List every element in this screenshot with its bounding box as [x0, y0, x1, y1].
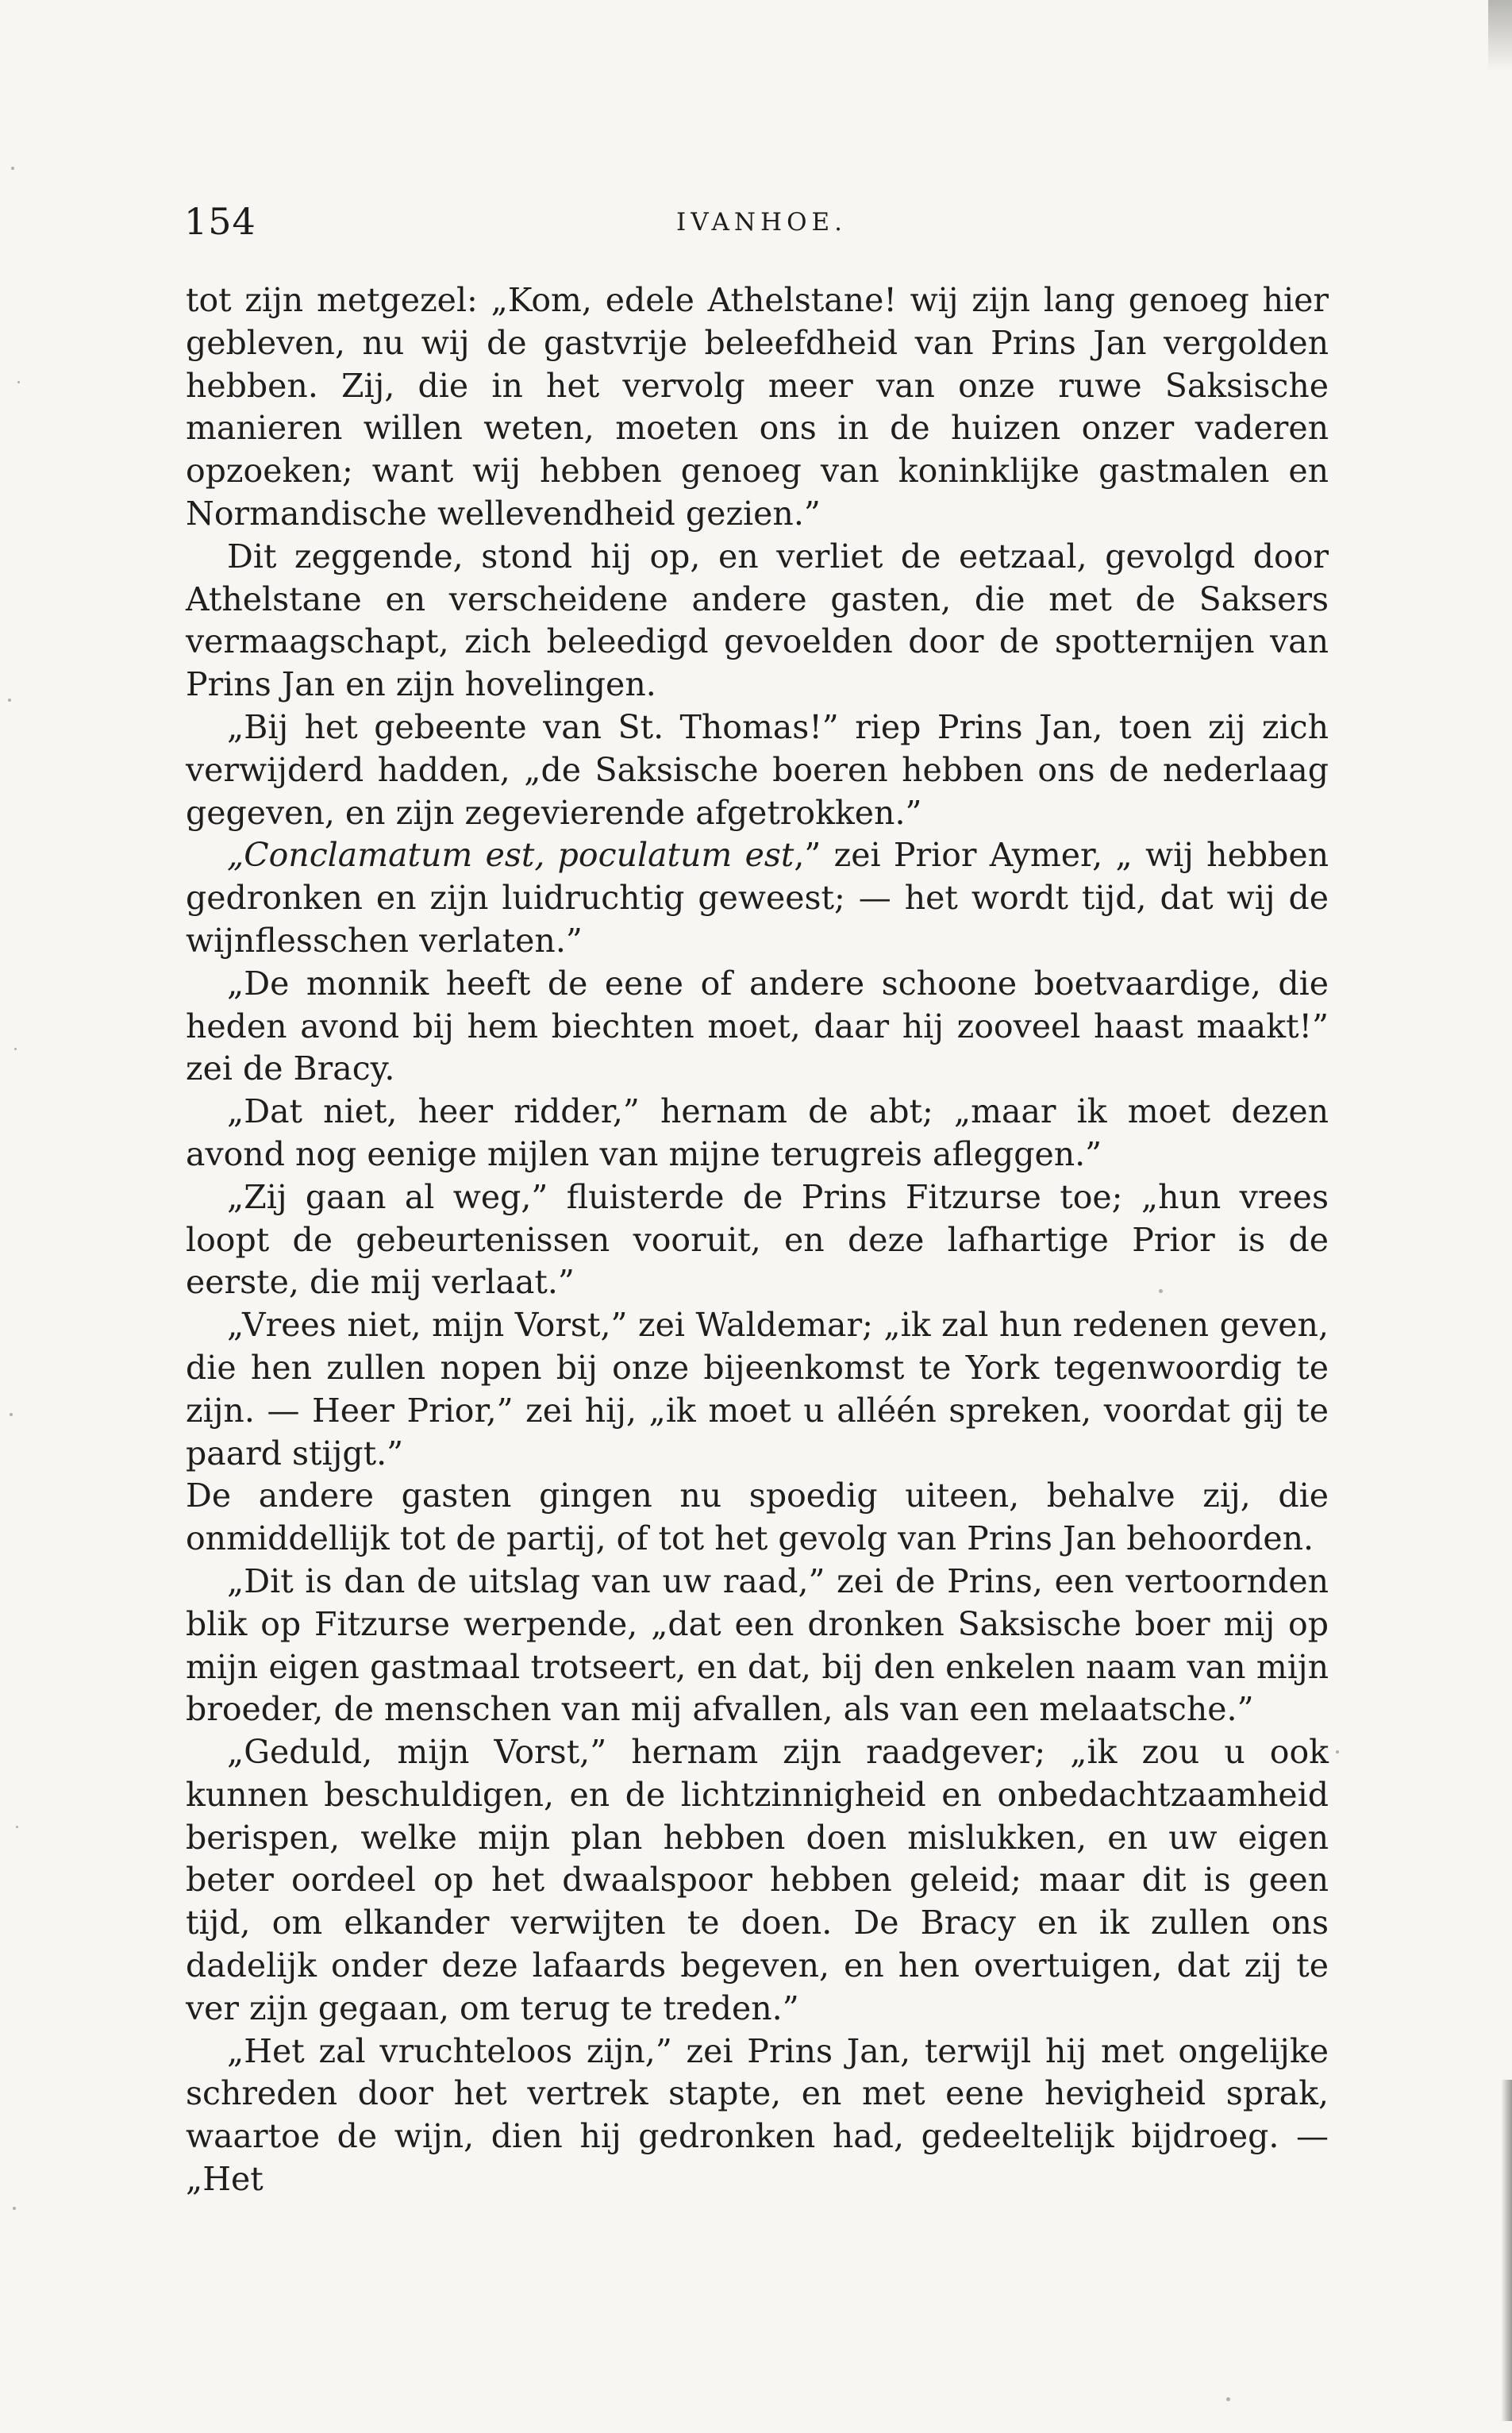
- paragraph: „Vrees niet, mijn Vorst,” zei Waldemar; „ik zal hun redenen geven, die hen zullen nopen bij onze bijeenkomst te York tegenwoordig te zijn. — Heer Prior,” zei hij, „ik moet u alléén spreken, voordat gij te paard stijgt.”: [186, 1306, 1329, 1473]
- scan-speck: [14, 1048, 17, 1050]
- scan-speck: [1159, 1289, 1163, 1293]
- scan-speck: [13, 2207, 16, 2210]
- scan-speck: [1226, 2397, 1230, 2401]
- paragraph: „De monnik heeft de eene of andere schoone boetvaardige, die heden avond bij hem biechten moet, daar hij zooveel haast maakt!” zei de Bracy.: [186, 964, 1329, 1088]
- paragraph: „Zij gaan al weg,” fluisterde de Prins Fitzurse toe; „hun vrees loopt de gebeurtenissen vooruit, en deze lafhartige Prior is de eerste, die mij verlaat.”: [186, 1177, 1329, 1302]
- paragraph: De andere gasten gingen nu spoedig uiteen, behalve zij, die onmiddellijk tot de partij, of tot het gevolg van Prins Jan behoorden.: [186, 1476, 1329, 1558]
- scan-speck: [8, 699, 11, 702]
- scan-speck: [1336, 1750, 1339, 1754]
- paragraph: „Dit is dan de uitslag van uw raad,” zei de Prins, een vertoornden blik op Fitzurse werpende, „dat een dronken Saksische boer mij op mijn eigen gastmaal trotseert, en dat, bij den enkelen naam van mijn broeder, de menschen van mij afvallen, als van een melaatsche.”: [186, 1561, 1329, 1729]
- paragraph: „Bij het gebeente van St. Thomas!” riep Prins Jan, toen zij zich verwijderd hadden, „de Saksische boeren hebben ons de nederlaag gegeven, en zijn zegevierende afgetrokken.”: [186, 707, 1329, 832]
- page-number: 154: [184, 200, 256, 243]
- scan-edge-shadow: [1501, 2080, 1512, 2421]
- scan-speck: [17, 381, 20, 383]
- paragraph-with-italic: [186, 834, 1329, 962]
- scan-speck: [11, 167, 14, 170]
- running-title: IVANHOE.: [676, 208, 847, 237]
- paragraph: Dit zeggende, stond hij op, en verliet de eetzaal, gevolgd door Athelstane en verscheidene andere gasten, die met de Saksers vermaagschapt, zich beleedigd gevoelden door de spotternijen van Prins Jan en zijn hovelingen.: [186, 537, 1329, 704]
- paragraph-text: ,” zei Prior Aymer, „ wij hebben gedronken en zijn luidruchtig geweest; — het wordt tijd, dat wij de wijnflesschen verlaten.”: [186, 836, 1329, 960]
- paragraph: tot zijn metgezel: „Kom, edele Athelstane! wij zijn lang genoeg hier gebleven, nu wij de gastvrije beleefdheid van Prins Jan vergolden hebben. Zij, die in het vervolg meer van onze ruwe Saksische manieren willen weten, moeten ons in de huizen onzer vaderen opzoeken; want wij hebben genoeg van koninklijke gastmalen en Normandische wellevendheid gezien.”: [186, 281, 1329, 533]
- paragraph: „Geduld, mijn Vorst,” hernam zijn raadgever; „ik zou u ook kunnen beschuldigen, en de lichtzinnigheid en onbedachtzaamheid berispen, welke mijn plan hebben doen mislukken, en uw eigen beter oordeel op het dwaalspoor hebben geleid; maar dit is geen tijd, om elkander verwijten te doen. De Bracy en ik zullen ons dadelijk onder deze lafaards begeven, en hen overtuigen, dat zij te ver zijn gegaan, om terug te treden.”: [186, 1733, 1329, 2027]
- italic-latin-phrase: „Conclamatum est, poculatum est: [227, 836, 794, 875]
- body-text: [186, 279, 1329, 2201]
- scan-speck: [10, 1413, 13, 1416]
- paragraph: „Dat niet, heer ridder,” hernam de abt; „maar ik moet dezen avond nog eenige mijlen van mijne terugreis afleggen.”: [186, 1092, 1329, 1173]
- scan-speck: [16, 1826, 18, 1828]
- paragraph: „Het zal vruchteloos zijn,” zei Prins Jan, terwijl hij met ongelijke schreden door het vertrek stapte, en met eene hevigheid sprak, waartoe de wijn, dien hij gedronken had, gedeeltelijk bijdroeg. — „Het: [186, 2031, 1329, 2199]
- scan-edge-shadow-top: [1488, 0, 1512, 71]
- page-header: [184, 194, 1327, 249]
